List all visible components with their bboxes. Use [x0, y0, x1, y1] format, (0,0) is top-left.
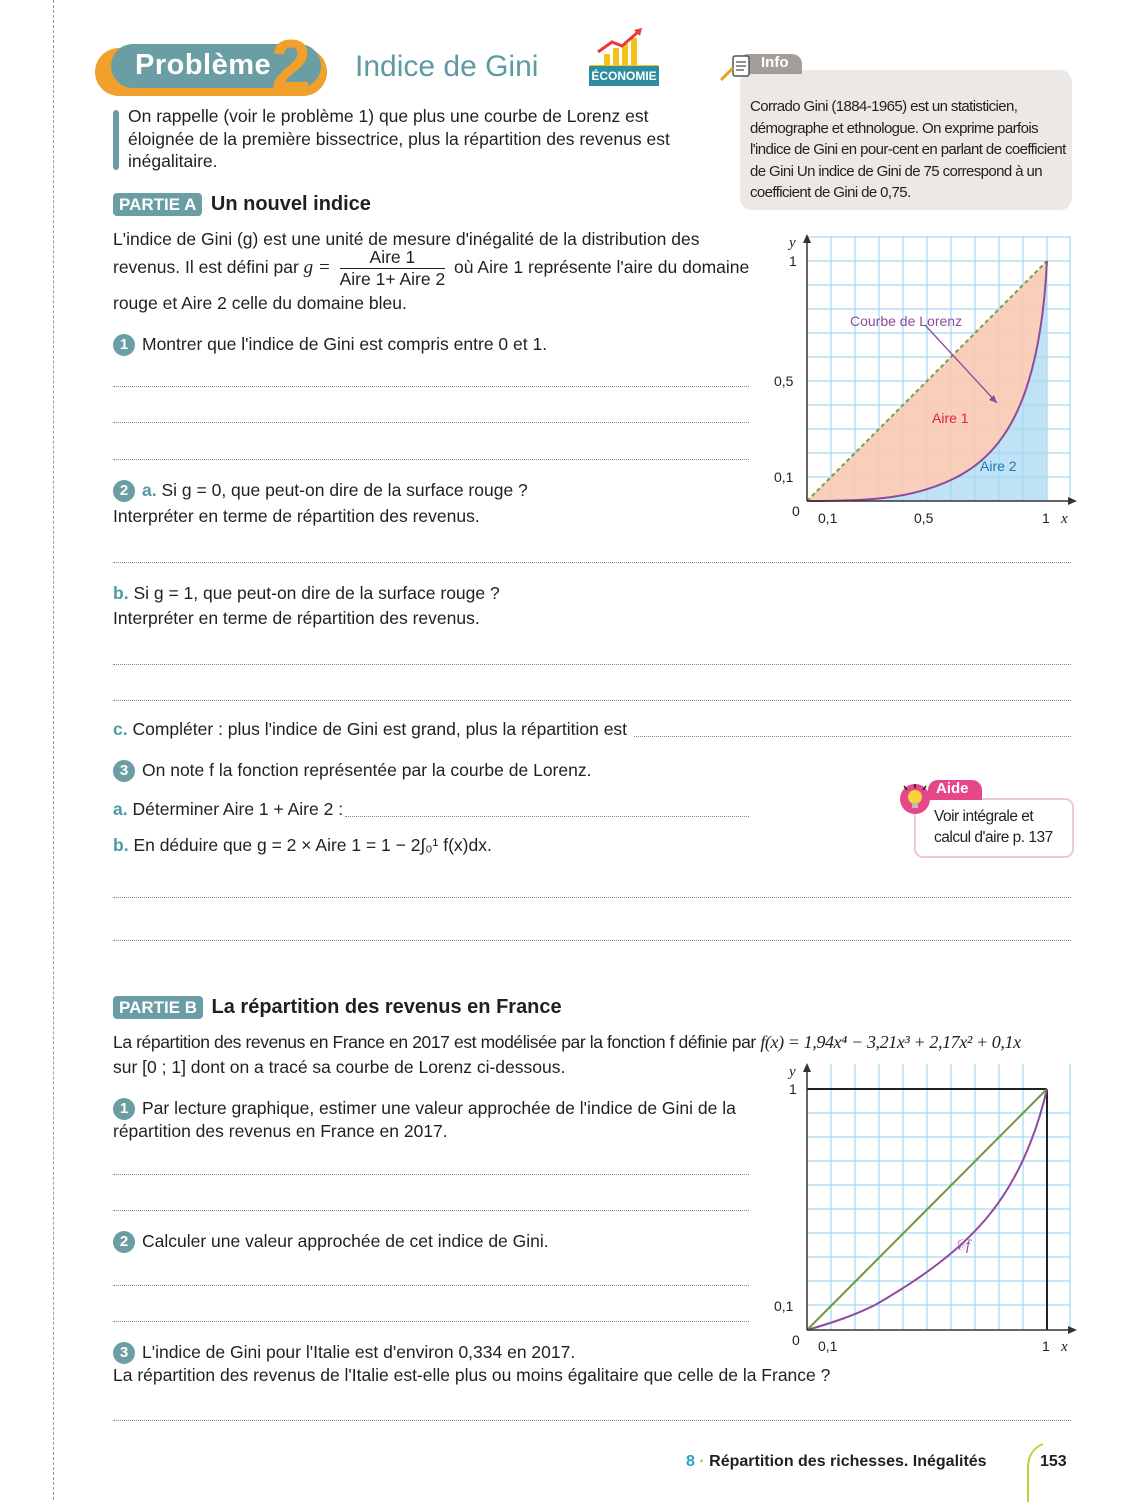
partA-definition-line3: rouge et Aire 2 celle du domaine bleu. — [113, 293, 407, 313]
answer-line[interactable] — [634, 736, 1071, 737]
intro-text: On rappelle (voir le problème 1) que plus une courbe de Lorenz est éloignée de la première bissectrice, plus la répartition des revenus est inégalitaire. — [128, 106, 670, 171]
x-axis-label: x — [1061, 1339, 1068, 1355]
answer-line[interactable] — [345, 816, 749, 817]
answer-line[interactable] — [113, 1321, 749, 1322]
x-tick-01: 0,1 — [818, 1338, 838, 1354]
y-tick-05: 0,5 — [774, 373, 794, 389]
partA-q2b — [113, 582, 500, 605]
partA-q1 — [113, 333, 547, 356]
answer-line[interactable] — [113, 940, 1071, 941]
y-axis-label: y — [789, 1064, 796, 1080]
page-title: Indice de Gini — [355, 50, 539, 83]
partA-title: Un nouvel indice — [210, 193, 371, 215]
origin-label: 0 — [792, 1332, 800, 1348]
partB-tag: PARTIE B — [113, 996, 203, 1019]
partA-q2a — [113, 479, 528, 502]
partB-q1-bullet: 1 — [113, 1098, 135, 1120]
answer-line[interactable] — [113, 1420, 1071, 1421]
page-number: 153 — [1040, 1453, 1067, 1470]
x-tick-01: 0,1 — [818, 510, 838, 526]
q1-text: Montrer que l'indice de Gini est compris entre 0 et 1. — [142, 334, 548, 354]
q2b-text: Si g = 1, que peut-on dire de la surface rouge ? — [133, 583, 500, 603]
q2a-letter: a. — [142, 480, 157, 500]
intro-bar — [113, 110, 119, 170]
y-tick-1: 1 — [789, 1081, 797, 1097]
answer-line[interactable] — [113, 1210, 749, 1211]
answer-line[interactable] — [113, 562, 1071, 563]
economie-label: ÉCONOMIE — [589, 66, 659, 86]
y-tick-01: 0,1 — [774, 469, 794, 485]
answer-line[interactable] — [113, 897, 1071, 898]
page-margin-line — [53, 0, 54, 1500]
partB-q2 — [113, 1230, 549, 1253]
answer-line[interactable] — [113, 386, 749, 387]
origin-label: 0 — [792, 503, 800, 519]
curve-label: 𝒞f — [955, 1238, 971, 1254]
answer-line[interactable] — [113, 1285, 749, 1286]
economie-badge — [588, 28, 660, 90]
problem-badge — [95, 26, 335, 106]
q3b-text: En déduire que g = 2 × Aire 1 = 1 − 2∫₀¹ f(x)dx. — [133, 835, 492, 855]
partA-tag: PARTIE A — [113, 193, 202, 216]
aire1-label: Aire 1 — [932, 410, 969, 426]
partB-formula: f(x) = 1,94x⁴ − 3,21x³ + 2,17x² + 0,1x — [760, 1032, 1021, 1052]
q3a-text: Déterminer Aire 1 + Aire 2 : — [132, 799, 344, 819]
def-pre: revenus. Il est défini par — [113, 257, 299, 278]
partA-q3 — [113, 759, 591, 782]
lightbulb-icon — [900, 784, 930, 814]
partB-q3 — [113, 1341, 575, 1364]
info-tab-label: Info — [761, 54, 789, 71]
aire2-label: Aire 2 — [980, 458, 1017, 474]
partB-q3-sub: La répartition des revenus de l'Italie est-elle plus ou moins égalitaire que celle de la France ? — [113, 1365, 831, 1385]
chapter-separator: · — [699, 1453, 705, 1470]
partB-intro-pre: La répartition des revenus en France en 2017 est modélisée par la fonction f définie par — [113, 1032, 756, 1052]
fraction-numerator: Aire 1 — [340, 247, 446, 269]
q2a-text: Si g = 0, que peut-on dire de la surface rouge ? — [161, 480, 528, 500]
def-post: où Aire 1 représente l'aire du domaine — [454, 257, 750, 278]
lorenz-chart-a — [765, 228, 1080, 528]
partB-q2-bullet: 2 — [113, 1231, 135, 1253]
q1-bullet: 1 — [113, 334, 135, 356]
answer-line[interactable] — [113, 664, 1071, 665]
partA-heading — [113, 193, 371, 216]
x-tick-05: 0,5 — [914, 510, 934, 526]
footer-curve-decoration — [1025, 1442, 1055, 1502]
footer-chapter — [686, 1453, 987, 1471]
q2c-letter: c. — [113, 719, 128, 739]
partB-q3-bullet: 3 — [113, 1342, 135, 1364]
x-tick-1: 1 — [1042, 1338, 1050, 1354]
partB-q1-text: Par lecture graphique, estimer une valeur approchée de l'indice de Gini de la répartition des revenus en France en 2017. — [113, 1098, 736, 1141]
q2-bullet: 2 — [113, 480, 135, 502]
answer-line[interactable] — [113, 700, 1071, 701]
partA-definition-line2 — [113, 247, 763, 290]
q2b-letter: b. — [113, 583, 129, 603]
lorenz-chart-france — [765, 1060, 1080, 1360]
partA-q3a — [113, 798, 343, 821]
info-text: Corrado Gini (1884-1965) est un statisticien, démographe et ethnologue. On exprime parfois l'indice de Gini en pour-cent en parlant de coefficient de Gini Un indice de Gini de 75 correspond à un coefficient de Gini de 0,75. — [750, 98, 1066, 201]
scroll-pencil-icon — [719, 52, 755, 82]
answer-line[interactable] — [113, 459, 749, 460]
q3-text: On note f la fonction représentée par la courbe de Lorenz. — [142, 760, 592, 780]
partB-q1 — [113, 1097, 753, 1143]
partB-intro-line1 — [113, 1031, 1083, 1054]
y-tick-1: 1 — [789, 253, 797, 269]
q3a-letter: a. — [113, 799, 128, 819]
partA-q2c — [113, 718, 627, 741]
x-tick-1: 1 — [1042, 510, 1050, 526]
problem-number: 2 — [271, 26, 312, 106]
y-axis-label: y — [789, 235, 796, 251]
chapter-title: Répartition des richesses. Inégalités — [709, 1453, 987, 1470]
partB-title: La répartition des revenus en France — [211, 996, 562, 1018]
rising-chart-icon — [588, 28, 660, 68]
y-tick-01: 0,1 — [774, 1298, 794, 1314]
chapter-number: 8 — [686, 1453, 695, 1470]
partA-definition-line1: L'indice de Gini (g) est une unité de mesure d'inégalité de la distribution des — [113, 229, 700, 249]
problem-label: Problème — [135, 49, 272, 81]
def-lhs: g = — [303, 257, 331, 279]
aide-tab-label: Aide — [936, 780, 969, 797]
partA-q2b-sub: Interpréter en terme de répartition des revenus. — [113, 608, 480, 628]
partB-intro-line2: sur [0 ; 1] dont on a tracé sa courbe de Lorenz ci-dessous. — [113, 1057, 566, 1077]
partB-q2-text: Calculer une valeur approchée de cet indice de Gini. — [142, 1231, 549, 1251]
partA-q2a-sub: Interpréter en terme de répartition des revenus. — [113, 506, 480, 526]
partB-heading — [113, 996, 562, 1019]
answer-line[interactable] — [113, 1174, 749, 1175]
partA-q3b — [113, 834, 492, 857]
aide-text: Voir intégrale et calcul d'aire p. 137 — [934, 808, 1053, 846]
answer-line[interactable] — [113, 422, 749, 423]
partB-q3-text: L'indice de Gini pour l'Italie est d'environ 0,334 en 2017. — [142, 1342, 576, 1362]
x-axis-label: x — [1061, 511, 1068, 527]
q3-bullet: 3 — [113, 760, 135, 782]
q3b-letter: b. — [113, 835, 129, 855]
lorenz-label: Courbe de Lorenz — [850, 313, 963, 329]
gini-fraction — [340, 247, 446, 290]
q2c-text: Compléter : plus l'indice de Gini est grand, plus la répartition est — [132, 719, 628, 739]
fraction-denominator: Aire 1+ Aire 2 — [339, 269, 446, 289]
